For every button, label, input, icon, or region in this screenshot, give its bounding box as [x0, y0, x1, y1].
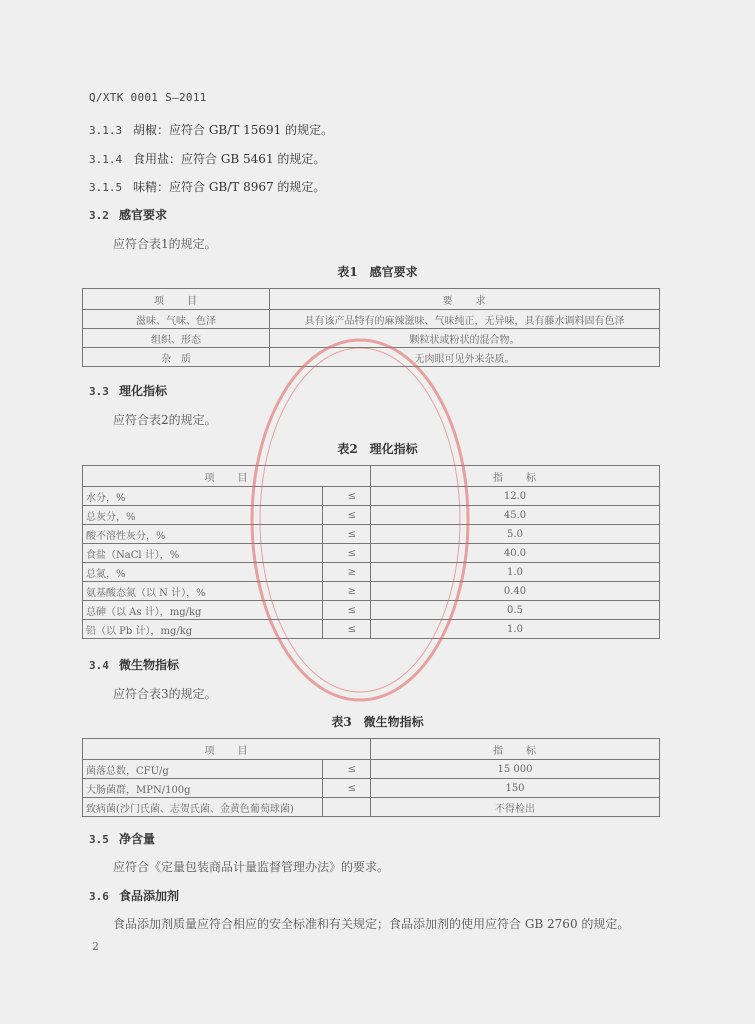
- standard-code: Q/XTK 0001 S—2011: [89, 91, 207, 104]
- table-row: [83, 779, 660, 798]
- clause-number: 3.1.5: [89, 181, 123, 194]
- clause-number: 3.1.3: [89, 124, 123, 137]
- section-3-6-heading: [89, 887, 179, 904]
- comparison-cell: ≤: [323, 506, 371, 525]
- item-cell: 氨基酸态氮（以 N 计），%: [83, 582, 323, 601]
- clause-text: 味精：应符合 GB/T 8967 的规定。: [133, 180, 326, 194]
- table2: [82, 465, 660, 639]
- section-3-5-text: 应符合《定量包装商品计量监督管理办法》的要求。: [113, 860, 390, 874]
- item-cell: 致病菌(沙门氏菌、志贺氏菌、金黄色葡萄球菌): [83, 798, 323, 817]
- table-row: [83, 348, 660, 367]
- item-cell: 总氮，%: [83, 563, 323, 582]
- section-3-3-heading: [89, 382, 167, 399]
- section-3-4-heading: [89, 656, 179, 673]
- comparison-cell: [323, 798, 371, 817]
- clause-number: 3.1.4: [89, 153, 123, 166]
- item-cell: 总灰分，%: [83, 506, 323, 525]
- item-cell: 杂 质: [83, 348, 270, 367]
- value-cell: 15 000: [371, 760, 660, 779]
- header-cell: 指 标: [371, 466, 660, 487]
- table-row: [83, 563, 660, 582]
- table1-caption: 表1 感官要求: [337, 265, 418, 279]
- comparison-cell: ≤: [323, 544, 371, 563]
- table1: [82, 288, 660, 367]
- item-cell: 大肠菌群，MPN/100g: [83, 779, 323, 798]
- section-number: 3.2: [89, 209, 109, 222]
- comparison-cell: ≤: [323, 779, 371, 798]
- value-cell: 不得检出: [371, 798, 660, 817]
- table-header-row: [83, 289, 660, 310]
- table-row: [83, 310, 660, 329]
- table-row: [83, 544, 660, 563]
- table-row: [83, 620, 660, 639]
- table-row: [83, 525, 660, 544]
- value-cell: 1.0: [371, 563, 660, 582]
- item-cell: 酸不溶性灰分，%: [83, 525, 323, 544]
- item-cell: 水分，%: [83, 487, 323, 506]
- section-title: 微生物指标: [119, 658, 180, 672]
- clause-text: 胡椒：应符合 GB/T 15691 的规定。: [133, 123, 334, 137]
- comparison-cell: ≤: [323, 525, 371, 544]
- value-cell: 150: [371, 779, 660, 798]
- requirement-cell: 具有该产品特有的麻辣滋味、气味纯正，无异味，具有藤水调料固有色泽: [270, 310, 660, 329]
- table-row: [83, 798, 660, 817]
- table-row: [83, 582, 660, 601]
- value-cell: 0.40: [371, 582, 660, 601]
- clause-3-1-4: [89, 150, 325, 167]
- section-title: 食品添加剂: [119, 889, 180, 903]
- item-cell: 菌落总数，CFU/g: [83, 760, 323, 779]
- page-number: 2: [92, 940, 99, 953]
- item-cell: 铅（以 Pb 计），mg/kg: [83, 620, 323, 639]
- table-row: [83, 487, 660, 506]
- section-number: 3.4: [89, 659, 109, 672]
- section-number: 3.6: [89, 890, 109, 903]
- table-row: [83, 506, 660, 525]
- clause-3-1-3: [89, 121, 333, 138]
- item-cell: 总砷（以 As 计），mg/kg: [83, 601, 323, 620]
- section-title: 净含量: [119, 832, 156, 846]
- section-3-6-text: 食品添加剂质量应符合相应的安全标准和有关规定；食品添加剂的使用应符合 GB 2760 的规定。: [113, 917, 630, 931]
- value-cell: 1.0: [371, 620, 660, 639]
- value-cell: 45.0: [371, 506, 660, 525]
- comparison-cell: ≥: [323, 582, 371, 601]
- comparison-cell: ≥: [323, 563, 371, 582]
- header-cell: 项 目: [83, 289, 270, 310]
- section-3-3-text: 应符合表2的规定。: [113, 413, 217, 427]
- table2-caption: 表2 理化指标: [337, 442, 418, 456]
- header-cell: 要 求: [270, 289, 660, 310]
- requirement-cell: 无肉眼可见外来杂质。: [270, 348, 660, 367]
- section-number: 3.3: [89, 385, 109, 398]
- header-cell: 指 标: [371, 739, 660, 760]
- requirement-cell: 颗粒状或粉状的混合物。: [270, 329, 660, 348]
- value-cell: 40.0: [371, 544, 660, 563]
- value-cell: 12.0: [371, 487, 660, 506]
- value-cell: 5.0: [371, 525, 660, 544]
- table-row: [83, 329, 660, 348]
- item-cell: 滋味、气味、色泽: [83, 310, 270, 329]
- header-cell: 项 目: [83, 739, 371, 760]
- table-row: [83, 760, 660, 779]
- comparison-cell: ≤: [323, 760, 371, 779]
- table-header-row: [83, 739, 660, 760]
- comparison-cell: ≤: [323, 620, 371, 639]
- header-cell: 项 目: [83, 466, 371, 487]
- table3-caption: 表3 微生物指标: [331, 715, 424, 729]
- item-cell: 组织、形态: [83, 329, 270, 348]
- clause-text: 食用盐：应符合 GB 5461 的规定。: [133, 152, 326, 166]
- value-cell: 0.5: [371, 601, 660, 620]
- section-3-4-text: 应符合表3的规定。: [113, 687, 217, 701]
- comparison-cell: ≤: [323, 487, 371, 506]
- table-row: [83, 601, 660, 620]
- table-header-row: [83, 466, 660, 487]
- section-3-2-heading: [89, 206, 167, 223]
- section-3-5-heading: [89, 830, 155, 847]
- table3: [82, 738, 660, 817]
- comparison-cell: ≤: [323, 601, 371, 620]
- section-number: 3.5: [89, 833, 109, 846]
- section-title: 理化指标: [119, 384, 168, 398]
- item-cell: 食盐（NaCl 计），%: [83, 544, 323, 563]
- section-3-2-text: 应符合表1的规定。: [113, 237, 217, 251]
- section-title: 感官要求: [119, 208, 168, 222]
- clause-3-1-5: [89, 178, 325, 195]
